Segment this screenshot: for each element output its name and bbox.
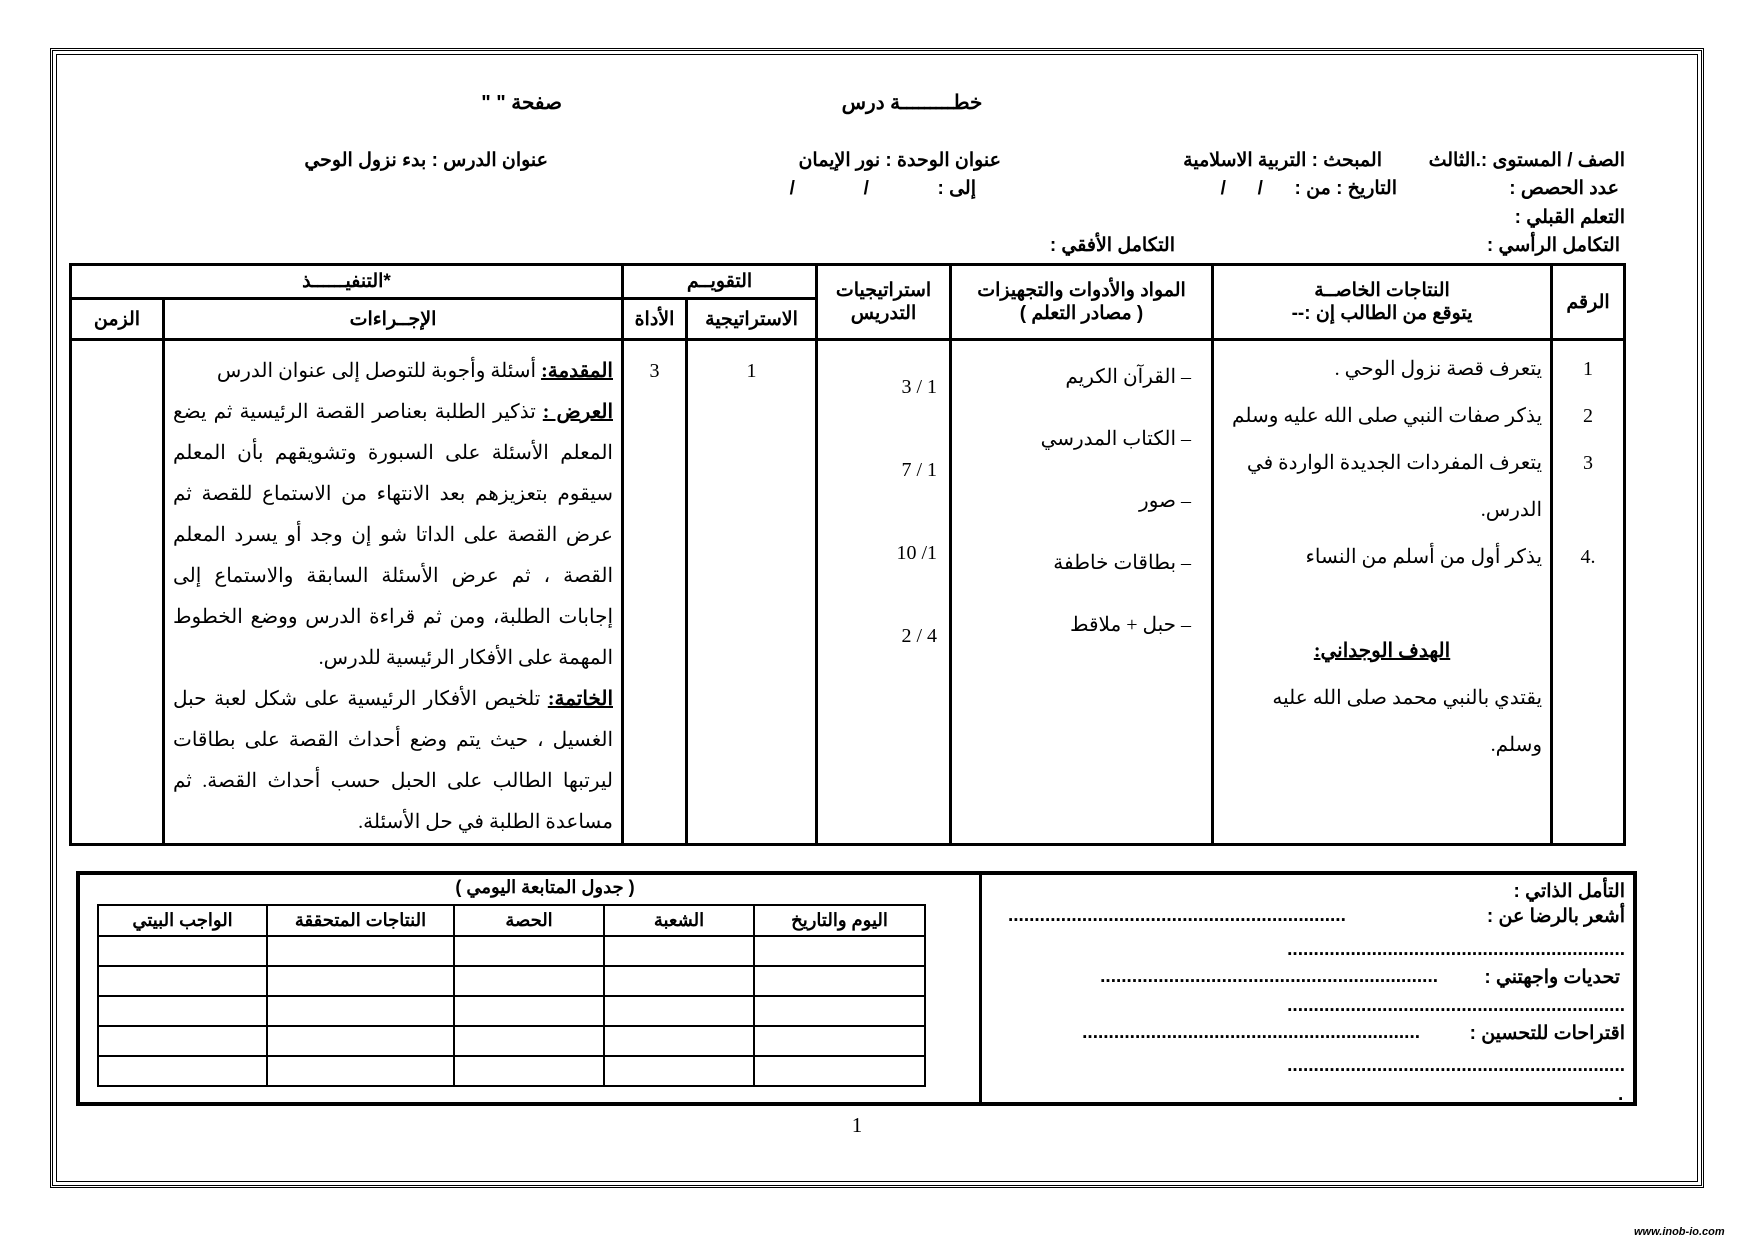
eval-tool-value: 3 <box>649 360 660 382</box>
header-eval-tool: الأداة <box>623 299 687 340</box>
daily-followup-table <box>97 904 926 1087</box>
table-cell[interactable] <box>98 1056 267 1086</box>
strategies-cell <box>817 340 951 845</box>
outcome-item: يتعرف المفردات الجديدة الواردة في <box>1246 452 1543 474</box>
table-cell[interactable] <box>604 966 754 996</box>
body-label: العرض : <box>542 401 613 423</box>
header-time: الزمن <box>71 299 164 340</box>
strategy-code: 2 / 4 <box>901 625 938 647</box>
intro-text: أسئلة وأجوبة للتوصل إلى عنوان الدرس <box>216 360 542 382</box>
daily-header-section: الشعبة <box>604 905 754 936</box>
periods-label: عدد الحصص : <box>1509 178 1619 199</box>
table-cell[interactable] <box>454 936 604 966</box>
header-eval-strategy: الاستراتيجية <box>687 299 817 340</box>
outcome-item: يذكر أول من أسلم من النساء <box>1305 546 1543 568</box>
header-strategies-sub: التدريس <box>850 303 917 324</box>
outcome-item: يتعرف قصة نزول الوحي . <box>1334 358 1543 380</box>
eval-strategy-value: 1 <box>746 360 757 382</box>
strategy-code: 7 / 1 <box>901 459 938 481</box>
body-text: تذكير الطلبة بعناصر القصة الرئيسية ثم يضع المعلم الأسئلة على السبورة وتشويقهم بأن المعلم سيقوم بتعزيزهم بعد الانتهاء من الاستماع للقصة ثم عرض القصة على الداتا شو إن وجد أو يسرد المعلم القصة ، ثم عرض الأسئلة السابقة والاستماع إلى إجابات الطلبة، ومن ثم قراءة الدرس ووضع الخطوط المهمة على الأفكار الرئيسية للدرس. <box>173 401 613 669</box>
table-cell[interactable] <box>754 966 925 996</box>
table-cell[interactable] <box>604 1056 754 1086</box>
material-item: – حبل + ملاقط <box>1070 614 1192 636</box>
outcome-item: يذكر صفات النبي صلى الله عليه وسلم <box>1232 405 1543 427</box>
page-number: 1 <box>851 1113 863 1137</box>
table-cell[interactable] <box>754 1056 925 1086</box>
outcome-number: 3 <box>1583 452 1594 474</box>
header-evaluation: التقويــم <box>623 265 817 299</box>
prior-learning: التعلم القبلي : <box>1514 207 1625 228</box>
header-materials <box>951 265 1213 340</box>
bottom-divider <box>979 871 982 1106</box>
reflection-satisfied-dots[interactable]: ................................................................ <box>1008 905 1346 926</box>
reflection-line[interactable]: ................................................................ <box>1287 995 1625 1016</box>
material-item: – القرآن الكريم <box>1065 366 1192 388</box>
outcome-number <box>1561 487 1615 534</box>
header-procedures: الإجــراءات <box>164 299 623 340</box>
table-cell[interactable] <box>98 1026 267 1056</box>
materials-cell <box>951 340 1213 845</box>
table-row <box>98 996 925 1026</box>
table-cell[interactable] <box>267 996 454 1026</box>
table-cell[interactable] <box>98 966 267 996</box>
table-cell[interactable] <box>754 1026 925 1056</box>
closing-label: الخاتمة: <box>547 688 613 710</box>
table-cell[interactable] <box>267 1026 454 1056</box>
table-cell[interactable] <box>267 1056 454 1086</box>
outcome-number: 1 <box>1583 358 1594 380</box>
material-item: – صور <box>1139 490 1192 512</box>
horizontal-integration: التكامل الأفقي : <box>1049 235 1175 256</box>
table-cell[interactable] <box>604 1026 754 1056</box>
reflection-end-dot: . <box>1618 1084 1624 1105</box>
reflection-satisfied-label: أشعر بالرضا عن : <box>1486 906 1625 927</box>
table-cell[interactable] <box>267 966 454 996</box>
affective-goal: يقتدي بالنبي محمد صلى الله عليه وسلم. <box>1272 687 1543 756</box>
reflection-line[interactable]: ................................................................ <box>1287 939 1625 960</box>
header-outcomes <box>1213 265 1552 340</box>
header-execution: *التنفيــــــذ <box>71 265 623 299</box>
table-cell[interactable] <box>754 936 925 966</box>
table-cell[interactable] <box>454 966 604 996</box>
affective-goal-label: الهدف الوجداني: <box>1313 640 1451 662</box>
watermark: www.inob-io.com <box>1634 1226 1725 1238</box>
strategy-code: 10 /1 <box>896 542 938 564</box>
table-cell[interactable] <box>754 996 925 1026</box>
unit-title: عنوان الوحدة : نور الإيمان <box>798 150 1001 171</box>
outcome-number: .4 <box>1580 546 1596 568</box>
table-row <box>98 1026 925 1056</box>
table-cell[interactable] <box>98 996 267 1026</box>
reflection-challenges-label: تحديات واجهتني : <box>1484 967 1620 988</box>
header-outcomes-title: النتاجات الخاصــة <box>1314 280 1450 301</box>
grade-label: الصف / المستوى :.الثالث <box>1428 150 1625 171</box>
table-cell[interactable] <box>454 1056 604 1086</box>
eval-tool-cell <box>623 340 687 845</box>
procedures-cell <box>164 340 623 845</box>
outcome-number: 2 <box>1583 405 1594 427</box>
table-cell[interactable] <box>604 936 754 966</box>
table-cell[interactable] <box>454 1026 604 1056</box>
vertical-integration: التكامل الرأسي : <box>1486 235 1620 256</box>
table-cell[interactable] <box>604 996 754 1026</box>
closing-text: تلخيص الأفكار الرئيسية على شكل لعبة حبل الغسيل ، حيث يتم وضع أحداث القصة على بطاقات ليرتبها الطالب على الحبل حسب أحداث القصة. ثم مساعدة الطلبة في حل الأسئلة. <box>173 688 613 833</box>
header-outcomes-sub: يتوقع من الطالب إن :-- <box>1291 303 1473 324</box>
document-title: خطـــــــــة درس <box>841 92 983 114</box>
reflection-suggestions-dots[interactable]: ................................................................ <box>1082 1022 1420 1043</box>
intro-label: المقدمة: <box>541 360 613 382</box>
header-number: الرقم <box>1552 265 1625 340</box>
numbers-cell <box>1552 340 1625 845</box>
subject-label: المبحث : التربية الاسلامية <box>1183 150 1382 171</box>
reflection-challenges-dots[interactable]: ................................................................ <box>1100 966 1438 987</box>
reflection-title: التأمل الذاتي : <box>1513 881 1625 902</box>
table-cell[interactable] <box>98 936 267 966</box>
eval-strategy-cell <box>687 340 817 845</box>
lesson-plan-table <box>69 263 1626 846</box>
daily-header-period: الحصة <box>454 905 604 936</box>
material-item: – بطاقات خاطفة <box>1053 552 1192 574</box>
date-to: إلى : / / <box>789 178 976 199</box>
table-row <box>98 936 925 966</box>
time-cell <box>71 340 164 845</box>
daily-table-caption: ( جدول المتابعة اليومي ) <box>455 877 635 897</box>
daily-header-date: اليوم والتاريخ <box>754 905 925 936</box>
header-strategies-title: استراتيجيات <box>835 280 932 301</box>
table-row <box>98 1056 925 1086</box>
header-strategies <box>817 265 951 340</box>
daily-header-homework: الواجب البيتي <box>98 905 267 936</box>
outcomes-cell <box>1213 340 1552 845</box>
header-materials-title: المواد والأدوات والتجهيزات <box>977 280 1186 301</box>
outcome-item: الدرس. <box>1480 499 1543 521</box>
header-materials-sub: ( مصادر التعلم ) <box>1019 303 1144 324</box>
date-from: التاريخ : من : / / <box>1220 178 1397 199</box>
lesson-title: عنوان الدرس : بدء نزول الوحي <box>304 150 548 171</box>
table-cell[interactable] <box>454 996 604 1026</box>
material-item: – الكتاب المدرسي <box>1040 428 1192 450</box>
table-cell[interactable] <box>267 936 454 966</box>
page-label: صفحة " " <box>481 92 562 114</box>
reflection-line[interactable]: ................................................................ <box>1287 1055 1625 1076</box>
strategy-code: 3 / 1 <box>901 376 938 398</box>
reflection-suggestions-label: اقتراحات للتحسين : <box>1469 1023 1625 1044</box>
table-row <box>98 966 925 996</box>
daily-header-outcomes: النتاجات المتحققة <box>267 905 454 936</box>
